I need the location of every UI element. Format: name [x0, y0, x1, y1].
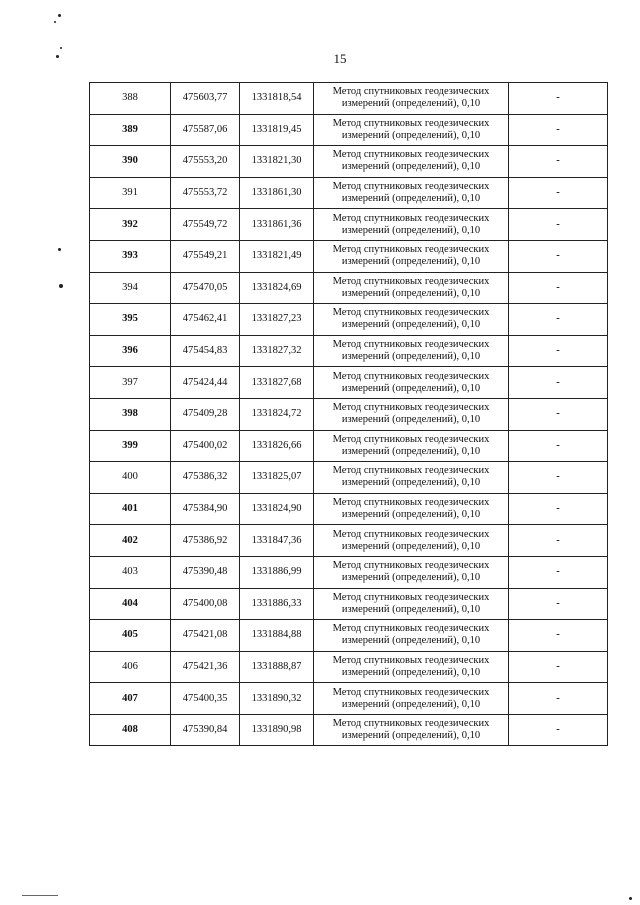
- table-row: [90, 304, 608, 336]
- scan-speck: [58, 248, 61, 251]
- method-line: Метод спутниковых геодезических: [332, 117, 490, 129]
- description-cell: -: [509, 651, 608, 683]
- y-coordinate-cell: 1331861,30: [240, 177, 314, 209]
- y-coordinate-cell: 1331847,36: [240, 525, 314, 557]
- point-number-cell: 397: [90, 367, 171, 399]
- x-coordinate-cell: 475400,02: [171, 430, 240, 462]
- point-number-cell: 406: [90, 651, 171, 683]
- method-line: измерений (определений), 0,10: [341, 382, 481, 394]
- method-line: измерений (определений), 0,10: [341, 129, 481, 141]
- x-coordinate-cell: 475421,36: [171, 651, 240, 683]
- y-coordinate-cell: 1331818,54: [240, 83, 314, 115]
- description-cell: -: [509, 683, 608, 715]
- x-coordinate-cell: 475384,90: [171, 493, 240, 525]
- description-cell: -: [509, 209, 608, 241]
- description-cell: -: [509, 462, 608, 494]
- scan-speck: [54, 21, 56, 23]
- method-line: Метод спутниковых геодезических: [332, 623, 490, 635]
- description-cell: -: [509, 335, 608, 367]
- scan-speck: [60, 47, 62, 49]
- method-line: Метод спутниковых геодезических: [332, 718, 490, 730]
- method-line: измерений (определений), 0,10: [341, 414, 481, 426]
- method-cell: [314, 525, 509, 557]
- scan-speck: [629, 897, 632, 900]
- y-coordinate-cell: 1331884,88: [240, 620, 314, 652]
- description-cell: -: [509, 398, 608, 430]
- point-number-cell: 393: [90, 240, 171, 272]
- scan-speck: [59, 284, 63, 288]
- point-number-cell: 398: [90, 398, 171, 430]
- y-coordinate-cell: 1331861,36: [240, 209, 314, 241]
- y-coordinate-cell: 1331890,32: [240, 683, 314, 715]
- x-coordinate-cell: 475386,92: [171, 525, 240, 557]
- table-row: [90, 430, 608, 462]
- method-line: Метод спутниковых геодезических: [332, 686, 490, 698]
- point-number-cell: 408: [90, 714, 171, 746]
- table-row: [90, 240, 608, 272]
- description-cell: -: [509, 525, 608, 557]
- y-coordinate-cell: 1331826,66: [240, 430, 314, 462]
- method-line: измерений (определений), 0,10: [341, 445, 481, 457]
- point-number-cell: 391: [90, 177, 171, 209]
- method-cell: [314, 177, 509, 209]
- method-line: Метод спутниковых геодезических: [332, 465, 490, 477]
- description-cell: -: [509, 146, 608, 178]
- table-row: [90, 620, 608, 652]
- description-cell: -: [509, 240, 608, 272]
- x-coordinate-cell: 475421,08: [171, 620, 240, 652]
- method-line: измерений (определений), 0,10: [341, 319, 481, 331]
- description-cell: -: [509, 588, 608, 620]
- method-cell: [314, 588, 509, 620]
- table-row: [90, 209, 608, 241]
- x-coordinate-cell: 475470,05: [171, 272, 240, 304]
- method-line: Метод спутниковых геодезических: [332, 307, 490, 319]
- table-row: [90, 272, 608, 304]
- method-cell: [314, 209, 509, 241]
- y-coordinate-cell: 1331824,69: [240, 272, 314, 304]
- description-cell: -: [509, 556, 608, 588]
- method-cell: [314, 714, 509, 746]
- x-coordinate-cell: 475390,48: [171, 556, 240, 588]
- description-cell: -: [509, 367, 608, 399]
- method-line: Метод спутниковых геодезических: [332, 433, 490, 445]
- method-line: измерений (определений), 0,10: [341, 540, 481, 552]
- y-coordinate-cell: 1331825,07: [240, 462, 314, 494]
- x-coordinate-cell: 475409,28: [171, 398, 240, 430]
- method-cell: [314, 272, 509, 304]
- point-number-cell: 396: [90, 335, 171, 367]
- y-coordinate-cell: 1331821,49: [240, 240, 314, 272]
- table-row: [90, 367, 608, 399]
- point-number-cell: 390: [90, 146, 171, 178]
- method-line: Метод спутниковых геодезических: [332, 86, 490, 98]
- method-line: измерений (определений), 0,10: [341, 666, 481, 678]
- method-line: Метод спутниковых геодезических: [332, 244, 490, 256]
- x-coordinate-cell: 475587,06: [171, 114, 240, 146]
- method-line: измерений (определений), 0,10: [341, 635, 481, 647]
- description-cell: -: [509, 114, 608, 146]
- method-line: Метод спутниковых геодезических: [332, 654, 490, 666]
- y-coordinate-cell: 1331827,32: [240, 335, 314, 367]
- point-number-cell: 389: [90, 114, 171, 146]
- table-row: [90, 177, 608, 209]
- description-cell: -: [509, 83, 608, 115]
- method-line: измерений (определений), 0,10: [341, 477, 481, 489]
- method-cell: [314, 240, 509, 272]
- x-coordinate-cell: 475424,44: [171, 367, 240, 399]
- method-cell: [314, 430, 509, 462]
- method-line: измерений (определений), 0,10: [341, 161, 481, 173]
- method-line: измерений (определений), 0,10: [341, 224, 481, 236]
- point-number-cell: 407: [90, 683, 171, 715]
- description-cell: -: [509, 272, 608, 304]
- x-coordinate-cell: 475454,83: [171, 335, 240, 367]
- page-number: 15: [333, 51, 347, 66]
- method-line: Метод спутниковых геодезических: [332, 275, 490, 287]
- method-line: измерений (определений), 0,10: [341, 509, 481, 521]
- scan-speck: [58, 14, 61, 17]
- method-line: Метод спутниковых геодезических: [332, 402, 490, 414]
- point-number-cell: 395: [90, 304, 171, 336]
- table-row: [90, 335, 608, 367]
- method-cell: [314, 398, 509, 430]
- x-coordinate-cell: 475603,77: [171, 83, 240, 115]
- method-line: измерений (определений), 0,10: [341, 256, 481, 268]
- method-cell: [314, 146, 509, 178]
- method-line: Метод спутниковых геодезических: [332, 212, 490, 224]
- method-cell: [314, 620, 509, 652]
- point-number-cell: 404: [90, 588, 171, 620]
- table-row: [90, 683, 608, 715]
- description-cell: -: [509, 304, 608, 336]
- y-coordinate-cell: 1331888,87: [240, 651, 314, 683]
- description-cell: -: [509, 430, 608, 462]
- point-number-cell: 401: [90, 493, 171, 525]
- y-coordinate-cell: 1331886,99: [240, 556, 314, 588]
- x-coordinate-cell: 475400,35: [171, 683, 240, 715]
- footer-rule: [22, 895, 58, 896]
- point-number-cell: 392: [90, 209, 171, 241]
- y-coordinate-cell: 1331819,45: [240, 114, 314, 146]
- point-number-cell: 405: [90, 620, 171, 652]
- method-line: измерений (определений), 0,10: [341, 193, 481, 205]
- y-coordinate-cell: 1331824,72: [240, 398, 314, 430]
- table-row: [90, 114, 608, 146]
- method-line: Метод спутниковых геодезических: [332, 591, 490, 603]
- method-cell: [314, 304, 509, 336]
- y-coordinate-cell: 1331886,33: [240, 588, 314, 620]
- x-coordinate-cell: 475462,41: [171, 304, 240, 336]
- x-coordinate-cell: 475553,72: [171, 177, 240, 209]
- method-cell: [314, 367, 509, 399]
- description-cell: -: [509, 493, 608, 525]
- point-number-cell: 402: [90, 525, 171, 557]
- method-line: Метод спутниковых геодезических: [332, 497, 490, 509]
- method-cell: [314, 83, 509, 115]
- method-line: Метод спутниковых геодезических: [332, 370, 490, 382]
- coordinates-table: [89, 82, 608, 746]
- method-cell: [314, 651, 509, 683]
- description-cell: -: [509, 714, 608, 746]
- table-row: [90, 493, 608, 525]
- method-line: Метод спутниковых геодезических: [332, 528, 490, 540]
- table-row: [90, 714, 608, 746]
- y-coordinate-cell: 1331824,90: [240, 493, 314, 525]
- method-line: измерений (определений), 0,10: [341, 98, 481, 110]
- table-row: [90, 651, 608, 683]
- x-coordinate-cell: 475549,21: [171, 240, 240, 272]
- method-line: измерений (определений), 0,10: [341, 603, 481, 615]
- table-row: [90, 588, 608, 620]
- table-row: [90, 83, 608, 115]
- x-coordinate-cell: 475386,32: [171, 462, 240, 494]
- method-cell: [314, 462, 509, 494]
- method-cell: [314, 335, 509, 367]
- point-number-cell: 399: [90, 430, 171, 462]
- y-coordinate-cell: 1331827,68: [240, 367, 314, 399]
- point-number-cell: 403: [90, 556, 171, 588]
- table-row: [90, 556, 608, 588]
- point-number-cell: 388: [90, 83, 171, 115]
- method-cell: [314, 683, 509, 715]
- method-line: Метод спутниковых геодезических: [332, 149, 490, 161]
- x-coordinate-cell: 475553,20: [171, 146, 240, 178]
- x-coordinate-cell: 475400,08: [171, 588, 240, 620]
- method-line: измерений (определений), 0,10: [341, 572, 481, 584]
- method-cell: [314, 114, 509, 146]
- y-coordinate-cell: 1331827,23: [240, 304, 314, 336]
- method-cell: [314, 556, 509, 588]
- coordinates-table-body: [90, 83, 608, 746]
- description-cell: -: [509, 620, 608, 652]
- description-cell: -: [509, 177, 608, 209]
- table-row: [90, 398, 608, 430]
- x-coordinate-cell: 475390,84: [171, 714, 240, 746]
- method-line: Метод спутниковых геодезических: [332, 560, 490, 572]
- x-coordinate-cell: 475549,72: [171, 209, 240, 241]
- point-number-cell: 394: [90, 272, 171, 304]
- method-line: Метод спутниковых геодезических: [332, 181, 490, 193]
- y-coordinate-cell: 1331821,30: [240, 146, 314, 178]
- method-line: измерений (определений), 0,10: [341, 730, 481, 742]
- method-line: измерений (определений), 0,10: [341, 698, 481, 710]
- table-row: [90, 525, 608, 557]
- method-line: измерений (определений), 0,10: [341, 287, 481, 299]
- table-row: [90, 146, 608, 178]
- table-row: [90, 462, 608, 494]
- y-coordinate-cell: 1331890,98: [240, 714, 314, 746]
- method-line: измерений (определений), 0,10: [341, 351, 481, 363]
- method-cell: [314, 493, 509, 525]
- point-number-cell: 400: [90, 462, 171, 494]
- method-line: Метод спутниковых геодезических: [332, 339, 490, 351]
